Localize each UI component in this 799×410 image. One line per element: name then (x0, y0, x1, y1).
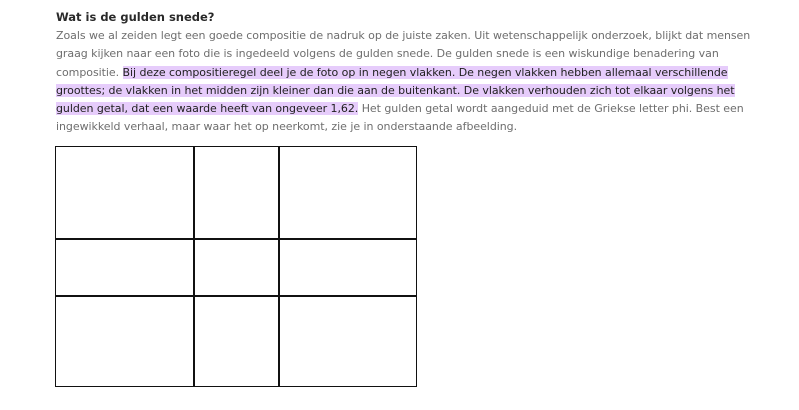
body-paragraph (56, 27, 756, 137)
grid-vertical-line-left (193, 147, 195, 386)
grid-vertical-line-right (278, 147, 280, 386)
paragraph-intro-text: Zoals we al zeiden legt een goede compositie de nadruk op de juiste zaken. Uit wetenschappelijk onderzoek, blijkt dat mensen graag kijken naar een foto die is ingedeeld volgens de gulden snede. De gulden snede is een wiskundige benadering van compositie. (56, 29, 751, 79)
grid-horizontal-line-bottom (56, 295, 416, 297)
article (56, 9, 756, 137)
section-heading: Wat is de gulden snede? (56, 10, 215, 24)
highlighted-text: Bij deze compositieregel deel je de foto op in negen vlakken. De negen vlakken hebben allemaal verschillende groottes; de vlakken in het midden zijn kleiner dan die aan de buitenkant. De vlakken verhouden zich tot elkaar volgens het gulden getal, dat een waarde heeft van ongeveer 1,62. (56, 65, 735, 116)
paragraph-outro-text: Het gulden getal wordt aangeduid met de Griekse letter phi. Best een ingewikkeld verhaal, maar waar het op neerkomt, zie je in onderstaande afbeelding. (56, 102, 744, 134)
grid-horizontal-line-top (56, 238, 416, 240)
golden-ratio-grid-image (55, 146, 417, 387)
